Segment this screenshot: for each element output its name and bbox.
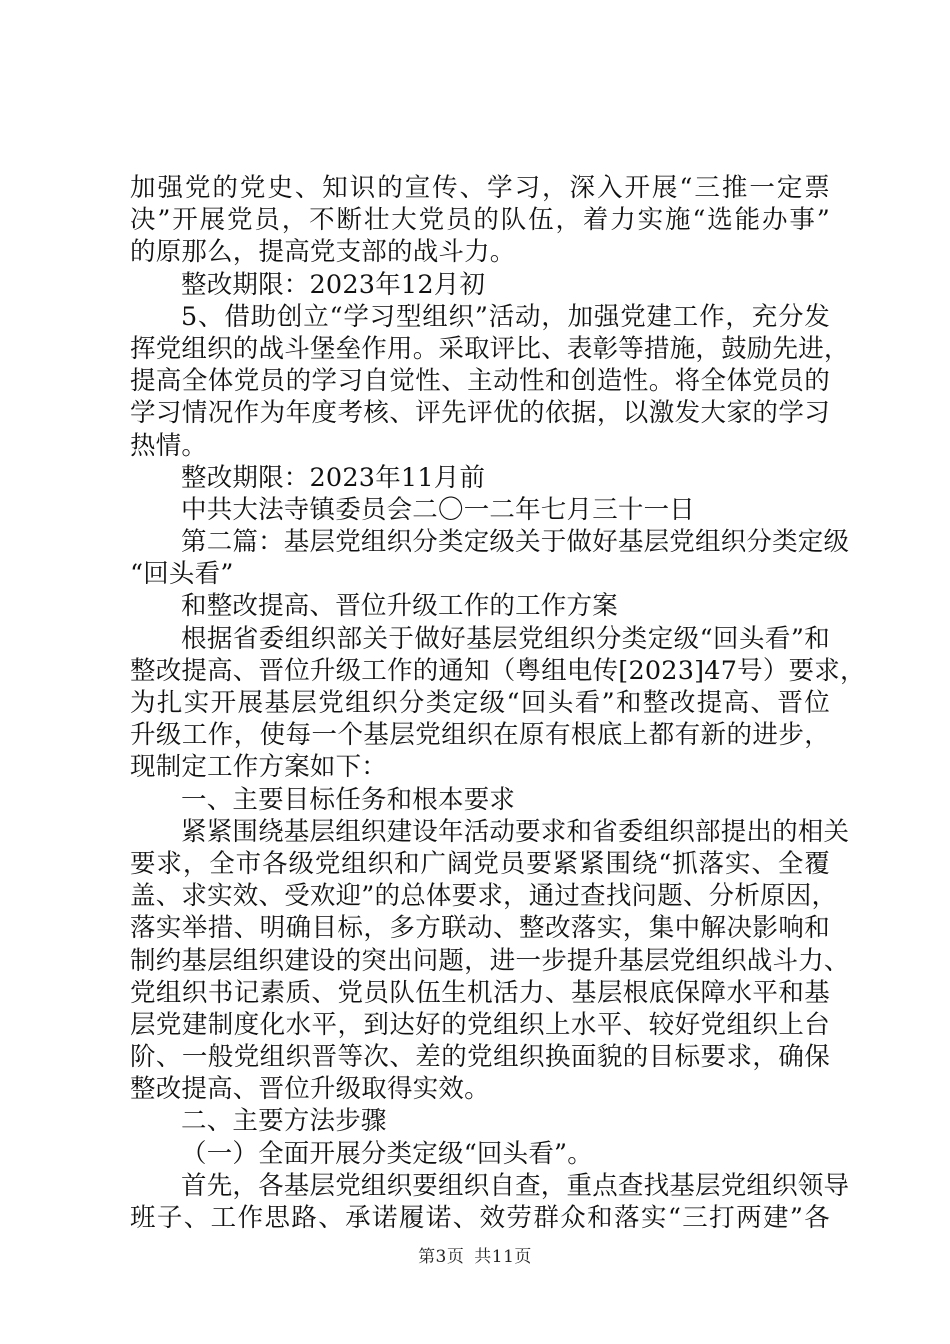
text-line: 整改提高、晋位升级工作的通知（粤组电传[2023]47号）要求， (130, 655, 866, 686)
text-line: 盖、求实效、受欢迎”的总体要求，通过查找问题、分析原因， (130, 881, 838, 912)
text-line: 班子、工作思路、承诺履诺、效劳群众和落实“三打两建”各 (130, 1203, 830, 1233)
text-line: 整改期限：2023年11月前 (181, 462, 486, 493)
text-line: 阶、一般党组织晋等次、差的党组织换面貌的目标要求，确保 (130, 1042, 830, 1073)
text-line: 一、主要目标任务和根本要求 (181, 784, 516, 815)
text-line: 第二篇：基层党组织分类定级关于做好基层党组织分类定级 (181, 527, 850, 558)
text-line: 提高全体党员的学习自觉性、主动性和创造性。将全体党员的 (130, 366, 830, 397)
text-line: （一）全面开展分类定级“回头看”。 (181, 1138, 593, 1169)
text-line: 和整改提高、晋位升级工作的工作方案 (181, 591, 618, 622)
text-line: 首先，各基层党组织要组织自查，重点查找基层党组织领导 (181, 1170, 850, 1201)
text-line: 5、借助创立“学习型组织”活动，加强党建工作，充分发 (181, 301, 830, 332)
page-footer (0, 1242, 950, 1267)
text-line: 根据省委组织部关于做好基层党组织分类定级“回头看”和 (181, 623, 830, 654)
text-line: 决”开展党员，不断壮大党员的队伍，着力实施“选能办事” (130, 205, 830, 236)
text-line: 紧紧围绕基层组织建设年活动要求和省委组织部提出的相关 (181, 816, 850, 847)
text-line: 整改期限：2023年12月初 (181, 269, 486, 300)
text-line: 为扎实开展基层党组织分类定级“回头看”和整改提高、晋位 (130, 688, 830, 718)
text-line: 二、主要方法步骤 (181, 1106, 387, 1137)
text-line: 的原那么，提高党支部的战斗力。 (130, 237, 516, 268)
text-line: “回头看” (130, 559, 234, 590)
text-line: 制约基层组织建设的突出问题，进一步提升基层党组织战斗力、 (130, 945, 850, 976)
page-total: 共11页 (474, 1247, 532, 1267)
text-line: 党组织书记素质、党员队伍生机活力、基层根底保障水平和基 (130, 977, 830, 1008)
text-line: 学习情况作为年度考核、评先评优的依据，以激发大家的学习 (130, 398, 830, 429)
text-line: 落实举措、明确目标，多方联动、整改落实，集中解决影响和 (130, 913, 830, 944)
text-line: 中共大法寺镇委员会二〇一二年七月三十一日 (181, 494, 696, 525)
text-line: 层党建制度化水平，到达好的党组织上水平、较好党组织上台 (130, 1009, 830, 1040)
text-line: 整改提高、晋位升级取得实效。 (130, 1074, 490, 1105)
text-line: 热情。 (130, 430, 208, 461)
page-number: 第3页 (418, 1247, 465, 1267)
text-line: 升级工作，使每一个基层党组织在原有根底上都有新的进步， (130, 720, 830, 751)
text-line: 现制定工作方案如下： (130, 752, 388, 783)
text-line: 加强党的党史、知识的宣传、学习，深入开展“三推一定票 (130, 173, 830, 203)
document-body (130, 172, 866, 1234)
text-line: 挥党组织的战斗堡垒作用。采取评比、表彰等措施，鼓励先进， (130, 333, 850, 364)
text-line: 要求，全市各级党组织和广阔党员要紧紧围绕“抓落实、全覆 (130, 848, 830, 879)
